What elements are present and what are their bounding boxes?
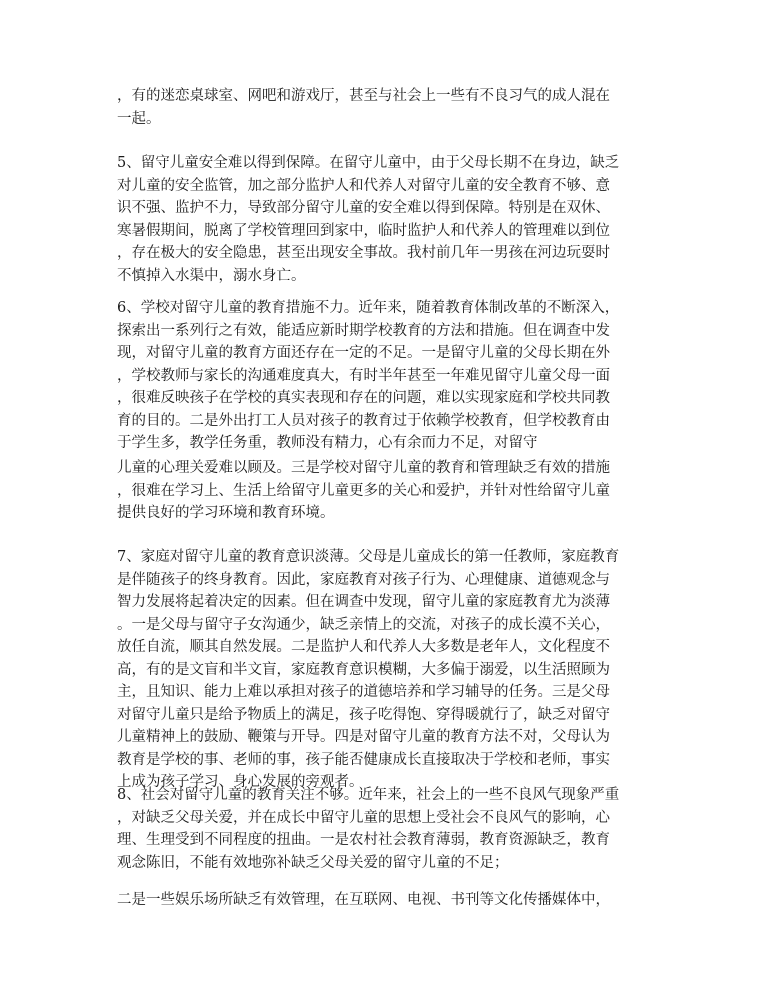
text-line: 提供良好的学习环境和教育环境。 xyxy=(117,505,335,521)
text-line: 上成为孩子学习、身心发展的旁观者。 xyxy=(117,774,364,790)
text-line: 对儿童的安全监管，加之部分监护人和代养人对留守儿童的安全教育不够、意 xyxy=(117,177,610,194)
text-line: 高，有的是文盲和半文盲，家庭教育意识模糊，大多偏于溺爱，以生活照顾为 xyxy=(117,661,610,678)
text-line: 识不强、监护不力，导致部分留守儿童的安全难以得到保障。特别是在双休、 xyxy=(117,200,610,216)
text-line: 8、社会对留守儿童的教育关注不够。近年来，社会上的一些不良风气现象严重 xyxy=(117,787,620,803)
text-line: 教育是学校的事、老师的事，孩子能否健康成长直接取决于学校和老师，事实 xyxy=(117,751,610,768)
paragraph-item-7 xyxy=(117,546,662,794)
text-line: 理、生理受到不同程度的扭曲。一是农村社会教育薄弱，教育资源缺乏，教育 xyxy=(117,832,610,848)
text-line: 是伴随孩子的终身教育。因此，家庭教育对孩子行为、心理健康、道德观念与 xyxy=(117,571,610,588)
paragraph-item-5 xyxy=(117,152,662,287)
text-line: ，对缺乏父母关爱，并在成长中留守儿童的思想上受社会不良风气的影响，心 xyxy=(117,809,610,826)
text-line: 智力发展将起着决定的因素。但在调查中发现，留守儿童的家庭教育尤为淡薄 xyxy=(117,594,610,610)
text-line: 二是一些娱乐场所缺乏有效管理，在互联网、电视、书刊等文化传播媒体中， xyxy=(117,892,610,908)
text-line: 7、家庭对留守儿童的教育意识淡薄。父母是儿童成长的第一任教师，家庭教育 xyxy=(117,549,620,565)
text-line: ，学校教师与家长的沟通难度真大，有时半年甚至一年难见留守儿童父母一面 xyxy=(117,367,610,384)
text-line: 一起。 xyxy=(117,110,161,127)
paragraph-continuation xyxy=(117,85,662,130)
paragraph-item-6-continued xyxy=(117,457,662,525)
paragraph-item-8-continued xyxy=(117,889,662,912)
text-line: 对留守儿童只是给予物质上的满足，孩子吃得饱、穿得暖就行了，缺乏对留守 xyxy=(117,706,610,723)
text-line: 不慎掉入水渠中，溺水身亡。 xyxy=(117,267,306,284)
text-line: 儿童的心理关爱难以顾及。三是学校对留守儿童的教育和管理缺乏有效的措施 xyxy=(117,460,610,476)
text-line: 6、学校对留守儿童的教育措施不力。近年来，随着教育体制改革的不断深入， xyxy=(117,300,620,316)
text-line: 儿童精神上的鼓励、鞭策与开导。四是对留守儿童的教育方法不对，父母认为 xyxy=(117,729,610,745)
text-line: 放任自流，顺其自然发展。二是监护人和代养人大多数是老年人，文化程度不 xyxy=(117,639,610,655)
text-line: ，存在极大的安全隐患，甚至出现安全事故。我村前几年一男孩在河边玩耍时 xyxy=(117,245,610,261)
text-line: 现，对留守儿童的教育方面还存在一定的不足。一是留守儿童的父母长期在外 xyxy=(117,345,610,361)
text-line: 寒暑假期间，脱离了学校管理回到家中，临时监护人和代养人的管理难以到位 xyxy=(117,222,610,239)
text-line: 探索出一系列行之有效，能适应新时期学校教育的方法和措施。但在调查中发 xyxy=(117,322,610,339)
text-line: 育的目的。二是外出打工人员对孩子的教育过于依赖学校教育，但学校教育由 xyxy=(117,412,610,429)
text-line: 5、留守儿童安全难以得到保障。在留守儿童中，由于父母长期不在身边，缺乏 xyxy=(117,155,620,171)
text-line: 观念陈旧，不能有效地弥补缺乏父母关爱的留守儿童的不足； xyxy=(117,854,509,871)
text-line: ，很难反映孩子在学校的真实表现和存在的问题，难以实现家庭和学校共同教 xyxy=(117,390,610,406)
text-line: ，有的迷恋桌球室、网吧和游戏厅，甚至与社会上一些有不良习气的成人混在 xyxy=(117,88,610,104)
text-line: 于学生多，教学任务重，教师没有精力，心有余而力不足，对留守 xyxy=(117,435,538,451)
text-line: ，很难在学习上、生活上给留守儿童更多的关心和爱护，并针对性给留守儿童 xyxy=(117,482,610,499)
text-line: 。一是父母与留守子女沟通少，缺乏亲情上的交流，对孩子的成长漠不关心， xyxy=(117,616,610,633)
text-line: 主，且知识、能力上难以承担对孩子的道德培养和学习辅导的任务。三是父母 xyxy=(117,684,610,700)
paragraph-item-8 xyxy=(117,784,662,874)
paragraph-item-6 xyxy=(117,297,662,455)
